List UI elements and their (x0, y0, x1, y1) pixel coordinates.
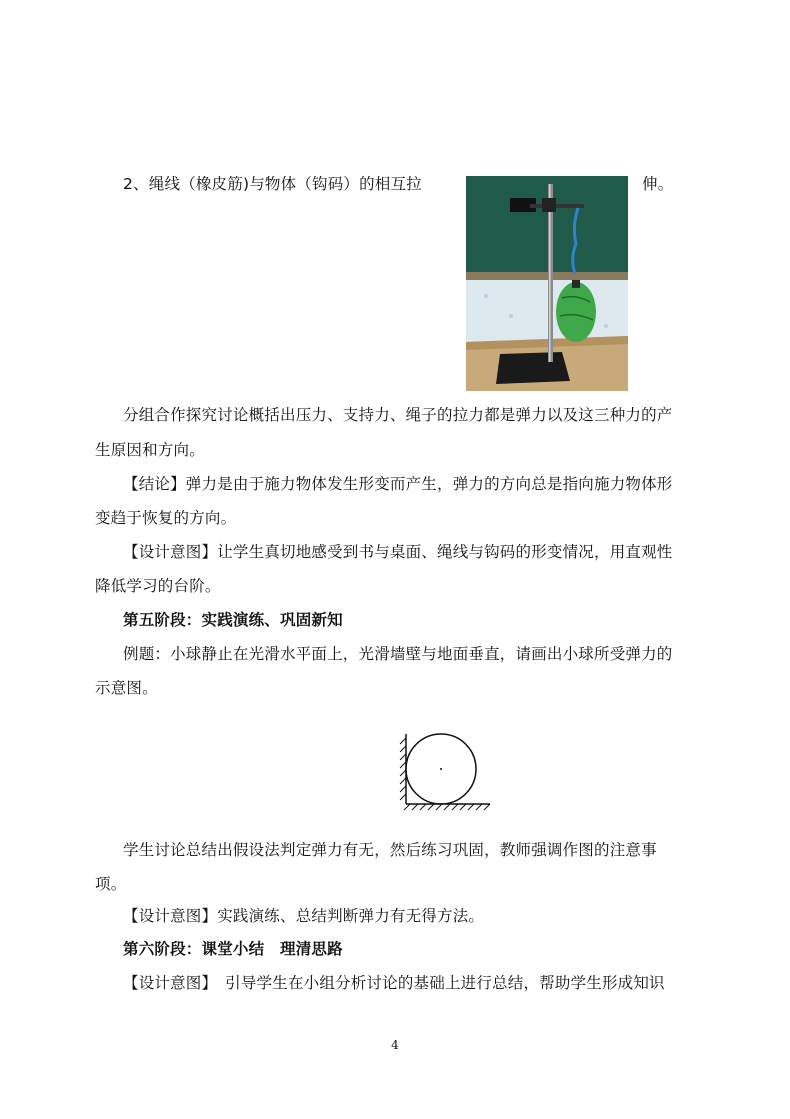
paragraph-discussion-line1: 分组合作探究讨论概括出压力、支持力、绳子的拉力都是弹力以及这三种力的产 (123, 406, 673, 424)
example-line1: 例题：小球静止在光滑水平面上，光滑墙壁与地面垂直，请画出小球所受弹力的 (123, 645, 673, 663)
stage-6-heading: 第六阶段：课堂小结 理清思路 (123, 940, 343, 958)
experiment-photo (466, 176, 628, 391)
paragraph-discussion-line2: 生原因和方向。 (95, 441, 205, 459)
ball-wall-diagram (398, 730, 494, 812)
example-line2: 示意图。 (95, 679, 158, 697)
design-intent-1-line1: 【设计意图】让学生真切地感受到书与桌面、绳线与钩码的形变情况，用直观性 (123, 543, 673, 561)
conclusion-line1: 【结论】弹力是由于施力物体发生形变而产生，弹力的方向总是指向施力物体形 (123, 475, 673, 493)
section-2-text-end: 伸。 (642, 175, 674, 193)
design-intent-3: 【设计意图】 引导学生在小组分析讨论的基础上进行总结，帮助学生形成知识 (123, 974, 665, 992)
student-discussion-line2: 项。 (95, 875, 127, 893)
conclusion-line2: 变趋于恢复的方向。 (95, 509, 237, 527)
design-intent-2: 【设计意图】实践演练、总结判断弹力有无得方法。 (123, 907, 485, 925)
iron-stand-spring-photo (466, 176, 628, 391)
design-intent-1-line2: 降低学习的台阶。 (95, 577, 221, 595)
ball-corner-figure (398, 730, 494, 812)
stage-5-heading: 第五阶段：实践演练、巩固新知 (123, 611, 343, 629)
student-discussion-line1: 学生讨论总结出假设法判定弹力有无，然后练习巩固，教师强调作图的注意事 (123, 841, 657, 859)
section-2-text: 2、绳线（橡皮筋)与物体（钩码）的相互拉 (123, 175, 422, 193)
page-number: 4 (391, 1038, 399, 1052)
